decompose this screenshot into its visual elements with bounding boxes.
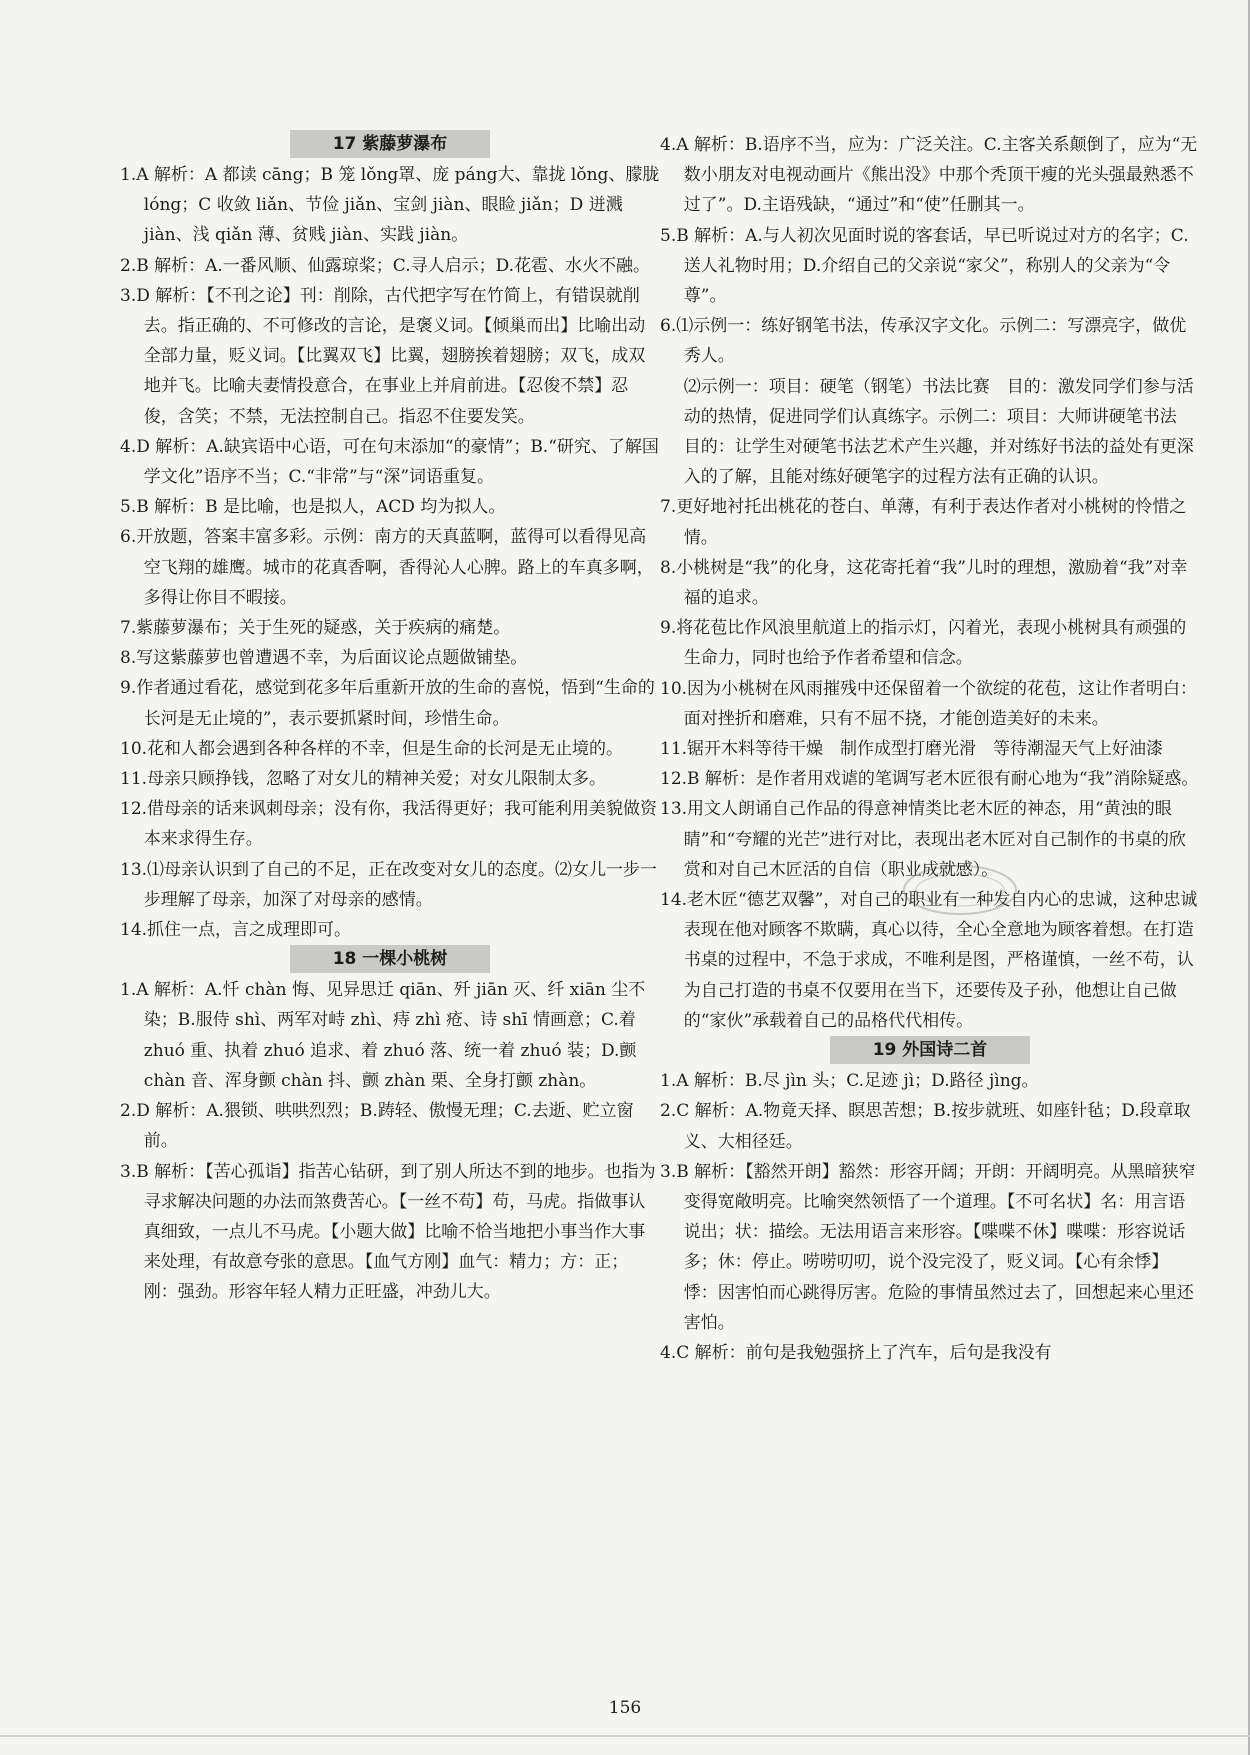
answer-item: 3.B 解析：【豁然开朗】豁然：形容开阔；开朗：开阔明亮。从黑暗狭窄变得宽敞明亮。比喻突然领悟了一个道理。【不可名状】名：用言语说出；状：描绘。无法用语言来形容。【喋喋不休】喋喋：形容说话多；休：停止。唠唠叨叨，说个没完没了，贬义词。【心有余悸】悸：因害怕而心跳得厉害。危险的事情虽然过去了，回想起来心里还害怕。 xyxy=(660,1161,1196,1333)
answer-item: 9.将花苞比作风浪里航道上的指示灯，闪着光，表现小桃树具有顽强的生命力，同时也给予作者希望和信念。 xyxy=(660,618,1187,669)
answer-item: 7.紫藤萝瀑布；关于生死的疑惑，关于疾病的痛楚。 xyxy=(120,618,511,639)
section-title-17: 17 紫藤萝瀑布 xyxy=(290,130,490,158)
answer-item: 4.A 解析：B.语序不当，应为：广泛关注。C.主客关系颠倒了，应为“无数小朋友对电视动画片《熊出没》中那个秃顶干瘦的光头强最熟悉不过了”。D.主语残缺，“通过”和“使”任删其一。 xyxy=(660,135,1198,216)
answer-item: 2.B 解析：A.一番风顺、仙露琼桨；C.寻人启示；D.花雹、水火不融。 xyxy=(120,255,651,276)
answer-item: 1.A 解析：A 都读 cāng；B 笼 lǒng罩、庞 páng大、靠拢 lǒng、朦胧 lóng；C 收敛 liǎn、节俭 jiǎn、宝剑 jiàn、眼睑 jiǎn；D 迸溅 jiàn、浅 qiǎn 薄、贫贱 jiàn、实践 jiàn。 xyxy=(120,165,660,246)
answer-item: 14.抓住一点，言之成理即可。 xyxy=(120,920,352,941)
answer-item: 3.B 解析：【苦心孤诣】指苦心钻研，到了别人所达不到的地步。也指为寻求解决问题的办法而煞费苦心。【一丝不苟】苟，马虎。指做事认真细致，一点儿不马虎。【小题大做】比喻不恰当地把小事当作大事来处理，有故意夸张的意思。【血气方刚】血气：精力；方：正；刚：强劲。形容年轻人精力正旺盛，冲劲儿大。 xyxy=(120,1161,656,1303)
answer-item: 4.C 解析：前句是我勉强挤上了汽车，后句是我没有 xyxy=(660,1342,1052,1363)
answer-item: 5.B 解析：A.与人初次见面时说的客套话，早已听说过对方的名字；C.送人礼物时用；D.介绍自己的父亲说“家父”，称别人的父亲为“令尊”。 xyxy=(660,225,1189,307)
answer-item: 7.更好地衬托出桃花的苍白、单薄，有利于表达作者对小桃树的怜惜之情。 xyxy=(660,497,1187,548)
answer-item: 12.B 解析：是作者用戏谑的笔调写老木匠很有耐心地为“我”消除疑惑。 xyxy=(660,769,1199,790)
section-title-19: 19 外国诗二首 xyxy=(830,1036,1030,1064)
answer-item: 4.D 解析：A.缺宾语中心语，可在句末添加“的豪情”；B.“研究、了解国学文化”语序不当；C.“非常”与“深”词语重复。 xyxy=(120,436,659,488)
answer-item: 6.⑴示例一：练好钢笔书法，传承汉字文化。示例二：写漂亮字，做优秀人。 xyxy=(660,316,1187,367)
answer-item: 12.借母亲的话来讽刺母亲；没有你，我活得更好；我可能利用美貌做资本来求得生存。 xyxy=(120,799,658,850)
answer-item: 10.因为小桃树在风雨摧残中还保留着一个欲绽的花苞，这让作者明白：面对挫折和磨难，只有不屈不挠，才能创造美好的未来。 xyxy=(660,678,1198,729)
answer-item: 8.写这紫藤萝也曾遭遇不幸，为后面议论点题做铺垫。 xyxy=(120,648,528,669)
answer-item: 5.B 解析：B 是比喻，也是拟人，ACD 均为拟人。 xyxy=(120,497,506,518)
answer-item: 2.C 解析：A.物竟天择、瞑思苦想；B.按步就班、如座针毡；D.段章取义、大相径廷。 xyxy=(660,1101,1191,1152)
answer-item: 2.D 解析：A.猥锁、哄哄烈烈；B.踌轻、傲慢无理；C.去逝、贮立窗前。 xyxy=(120,1101,634,1152)
answer-item: 13.⑴母亲认识到了自己的不足，正在改变对女儿的态度。⑵女儿一步一步理解了母亲，加深了对母亲的感情。 xyxy=(120,859,658,910)
answer-item: 11.母亲只顾挣钱，忽略了对女儿的精神关爱；对女儿限制太多。 xyxy=(120,769,607,790)
page-number: 156 xyxy=(608,1698,642,1718)
answer-item: 13.用文人朗诵自己作品的得意神情类比老木匠的神态，用“黄浊的眼睛”和“夸耀的光芒”进行对比，表现出老木匠对自己制作的书桌的欣赏和对自己木匠活的自信（职业成就感）。 xyxy=(660,799,1186,880)
answer-item: 14.老木匠“德艺双馨”，对自己的职业有一种发自内心的忠诚，这种忠诚表现在他对顾客不欺瞒，真心以待，全心全意地为顾客着想。在打造书桌的过程中，不急于求成，不唯利是图，严格谨慎，一丝不苟，认为自己打造的书桌不仅要用在当下，还要传及子孙，他想让自己做的“家伙”承载着自己的品格代代相传。 xyxy=(660,890,1198,1031)
right-column xyxy=(660,130,1200,1368)
answer-item: 1.A 解析：B.尽 jìn 头；C.足迹 jì；D.路径 jìng。 xyxy=(660,1071,1039,1092)
section-title-18: 18 一棵小桃树 xyxy=(290,945,490,973)
answer-item: 6.开放题，答案丰富多彩。示例：南方的天真蓝啊，蓝得可以看得见高空飞翔的雄鹰。城市的花真香啊，香得沁人心脾。路上的车真多啊，多得让你目不暇接。 xyxy=(120,527,654,608)
stamp-icon xyxy=(900,860,1020,920)
answer-item: 3.D 解析：【不刊之论】刊：削除，古代把字写在竹简上，有错误就削去。指正确的、不可修改的言论，是褒义词。【倾巢而出】比喻出动全部力量，贬义词。【比翼双飞】比翼，翅膀挨着翅膀；双飞，成双地并飞。比喻夫妻情投意合，在事业上并肩前进。【忍俊不禁】忍俊，含笑；不禁，无法控制自己。指忍不住要发笑。 xyxy=(120,285,646,427)
answer-item: 10.花和人都会遇到各种各样的不幸，但是生命的长河是无止境的。 xyxy=(120,738,624,759)
page-bottom-line xyxy=(0,1735,1250,1737)
answer-item: 11.锯开木料等待干燥 制作成型打磨光滑 等待潮湿天气上好油漆 xyxy=(660,739,1164,760)
answer-item: 9.作者通过看花，感觉到花多年后重新开放的生命的喜悦，悟到“生命的长河是无止境的”，表示要抓紧时间，珍惜生命。 xyxy=(120,678,655,729)
answer-item: 1.A 解析：A.忏 chàn 悔、见异思迁 qiān、歼 jiān 灭、纤 xiān 尘不染；B.服侍 shì、两军对峙 zhì、痔 zhì 疮、诗 shī 情画意；C.着 zhuó 重、执着 zhuó 追求、着 zhuó 落、统一着 zhuó 装；D.颤 chàn 音、浑身颤 chàn 抖、颤 zhàn 栗、全身打颤 zhàn。 xyxy=(120,980,646,1091)
answer-item: 8.小桃树是“我”的化身，这花寄托着“我”儿时的理想，激励着“我”对幸福的追求。 xyxy=(660,557,1188,609)
left-column xyxy=(120,130,660,1308)
answer-subitem: ⑵示例一：项目：硬笔（钢笔）书法比赛 目的：激发同学们参与活动的热情，促进同学们认真练字。示例二：项目：大师讲硬笔书法 目的：让学生对硬笔书法艺术产生兴趣，并对练好书法的益处有更深入的了解，且能对练好硬笔字的过程方法有正确的认识。 xyxy=(683,376,1194,488)
